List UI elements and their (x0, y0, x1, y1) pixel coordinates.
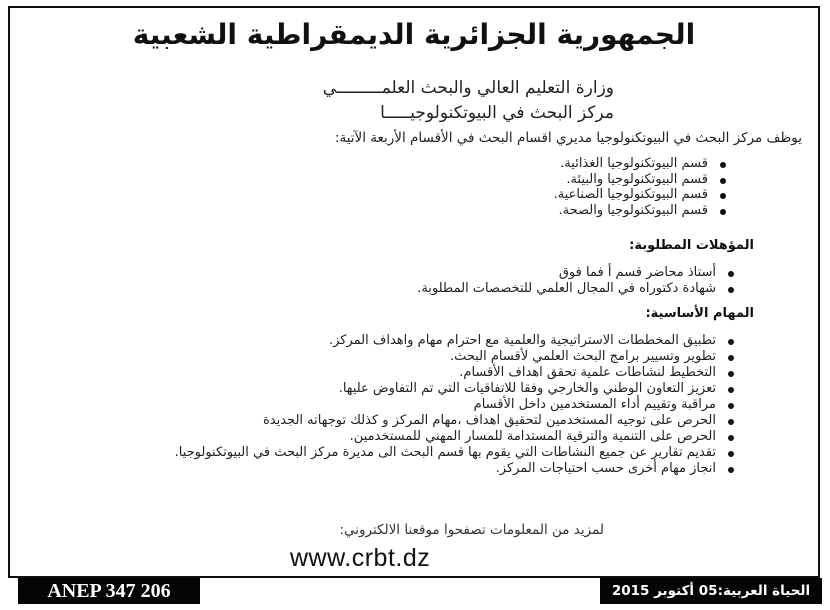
qualifications-heading: المؤهلات المطلوبة: (629, 238, 754, 253)
department-label: قسم البيوتكنولوجيا والصحة. (558, 202, 708, 218)
task-label: الحرص على التنمية والترقية المستدامة للمسار المهني للمستخدمين. (349, 429, 716, 444)
qualification-label: شهادة دكتوراه في المجال العلمي للتخصصات المطلوبة. (417, 281, 716, 296)
website-link[interactable]: www.crbt.dz (290, 544, 431, 572)
task-label: مراقبة وتقييم أداء المستخدمين داخل الأقسام (473, 397, 716, 412)
bullet-icon (728, 339, 734, 345)
bullet-icon (728, 287, 734, 293)
list-item (34, 333, 734, 349)
list-item (306, 203, 726, 219)
list-item (306, 156, 726, 172)
qualifications-list (174, 265, 734, 297)
list-item (34, 413, 734, 429)
task-label: تطبيق المخططات الاستراتيجية والعلمية مع احترام مهام واهداف المركز. (329, 333, 716, 348)
bullet-icon (728, 467, 734, 473)
bullet-icon (728, 355, 734, 361)
newspaper-date: الحياة العربية:05 أكتوبر 2015 (600, 578, 822, 604)
department-label: قسم البيوتكنولوجيا والبيئة. (566, 171, 708, 187)
tasks-list (34, 333, 734, 477)
list-item (34, 365, 734, 381)
list-item (34, 461, 734, 477)
bullet-icon (720, 193, 726, 199)
bullet-icon (728, 371, 734, 377)
list-item (306, 172, 726, 188)
bullet-icon (728, 451, 734, 457)
bullet-icon (728, 403, 734, 409)
list-item (34, 445, 734, 461)
list-item (34, 429, 734, 445)
qualification-label: أستاذ محاضر قسم أ فما فوق (558, 265, 716, 280)
page-title: الجمهورية الجزائرية الديمقراطية الشعبية (132, 18, 696, 51)
center-name: مركز البحث في البيوتكنولوجيـــــا (380, 103, 614, 123)
departments-list (306, 156, 726, 218)
list-item (34, 349, 734, 365)
department-label: قسم البيوتكنولوجيا الصناعية. (553, 187, 708, 202)
list-item (174, 281, 734, 297)
bullet-icon (728, 271, 734, 277)
task-label: تطوير وتسيير برامج البحث العلمي لأقسام البحث. (449, 349, 716, 364)
task-label: تقديم تقارير عن جميع النشاطات التي يقوم بها قسم البحث الى مديرة مركز البحث في البيوتكنولوجيا. (174, 445, 716, 460)
intro-text: يوظف مركز البحث في البيوتكنولوجيا مديري اقسام البحث في الأقسام الأربعة الآتية: (334, 130, 802, 146)
ministry-name: وزارة التعليم العالي والبحث العلمـــــــــي (322, 78, 614, 98)
list-item (34, 397, 734, 413)
bullet-icon (728, 387, 734, 393)
anep-reference: ANEP 347 206 (18, 578, 200, 604)
ministry-block (194, 76, 614, 126)
list-item (306, 187, 726, 203)
list-item (34, 381, 734, 397)
bullet-icon (720, 209, 726, 215)
department-label: قسم البيوتكنولوجيا الغذائية. (560, 156, 708, 171)
more-info-text: لمزيد من المعلومات تصفحوا موقعنا الالكتروني: (339, 522, 604, 538)
bullet-icon (720, 162, 726, 168)
bullet-icon (728, 419, 734, 425)
tasks-heading: المهام الأساسية: (645, 306, 754, 321)
task-label: تعزيز التعاون الوطني والخارجي وفقا للاتفاقيات التي تم التفاوض عليها. (338, 381, 716, 396)
task-label: انجاز مهام أخرى حسب احتياجات المركز. (495, 461, 716, 476)
bullet-icon (720, 178, 726, 184)
list-item (174, 265, 734, 281)
task-label: الحرص على توجيه المستخدمين لتحقيق اهداف ،مهام المركز و كذلك توجهاته الجديدة (262, 413, 716, 428)
bullet-icon (728, 435, 734, 441)
task-label: التخطيط لنشاطات علمية تحقق اهداف الأقسام. (459, 365, 716, 380)
